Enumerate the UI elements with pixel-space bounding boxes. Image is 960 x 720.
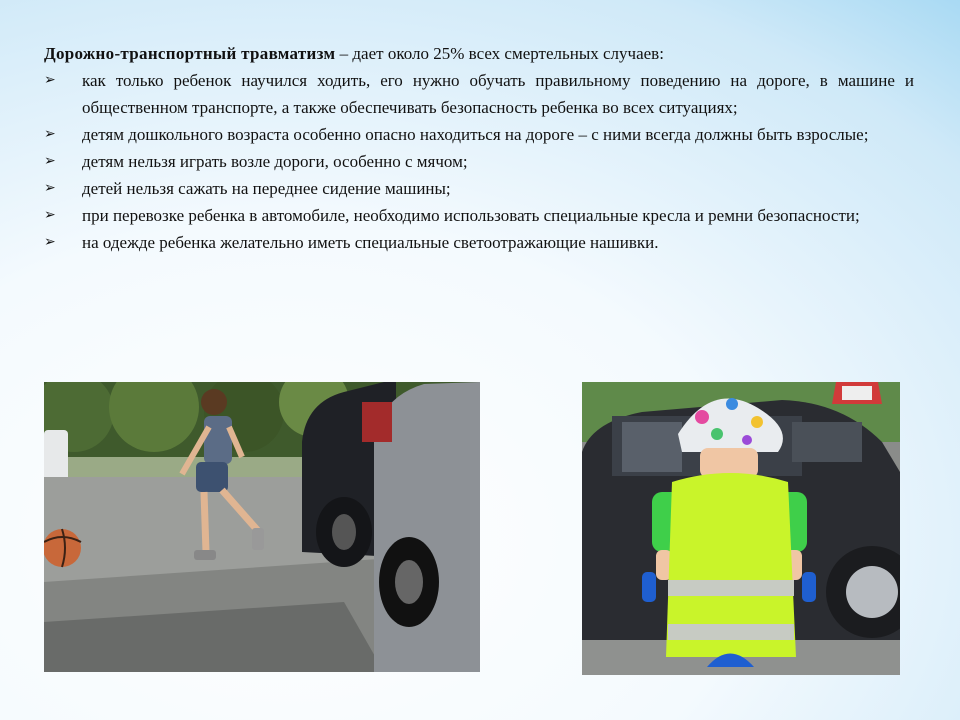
arrow-bullet-icon: ➢ [44, 72, 56, 88]
child-ball-illustration [44, 382, 480, 672]
heading-line [44, 40, 914, 67]
bullet-text: на одежде ребенка желательно иметь специальные светоотражающие нашивки. [82, 233, 659, 252]
arrow-bullet-icon: ➢ [44, 126, 56, 142]
bullet-item [44, 202, 914, 229]
arrow-bullet-icon: ➢ [44, 207, 56, 223]
photo-child-with-ball [44, 382, 480, 672]
bullet-text: детей нельзя сажать на переднее сидение машины; [82, 179, 451, 198]
arrow-bullet-icon: ➢ [44, 234, 56, 250]
bullet-text: детям нельзя играть возле дороги, особенно с мячом; [82, 152, 468, 171]
heading-bold: Дорожно-транспортный травматизм [44, 44, 336, 63]
slide-text [44, 40, 914, 256]
arrow-bullet-icon: ➢ [44, 180, 56, 196]
bullet-text: детям дошкольного возраста особенно опасно находиться на дороге – с ними всегда должны быть взрослые; [82, 125, 869, 144]
bullet-item [44, 175, 914, 202]
bullet-text: при перевозке ребенка в автомобиле, необходимо использовать специальные кресла и ремни безопасности; [82, 206, 860, 225]
bullet-text: как только ребенок научился ходить, его нужно обучать правильному поведению на дороге, в машине и общественном транспорте, а также обеспечивать безопасность ребенка во всех ситуациях; [82, 71, 914, 117]
heading-rest: – дает около 25% всех смертельных случаев: [335, 44, 664, 63]
photo-child-reflective-vest [582, 382, 900, 675]
child-vest-illustration [582, 382, 900, 675]
bullet-list [44, 67, 914, 256]
bullet-item [44, 148, 914, 175]
arrow-bullet-icon: ➢ [44, 153, 56, 169]
bullet-item [44, 229, 914, 256]
bullet-item [44, 121, 914, 148]
bullet-item [44, 67, 914, 121]
